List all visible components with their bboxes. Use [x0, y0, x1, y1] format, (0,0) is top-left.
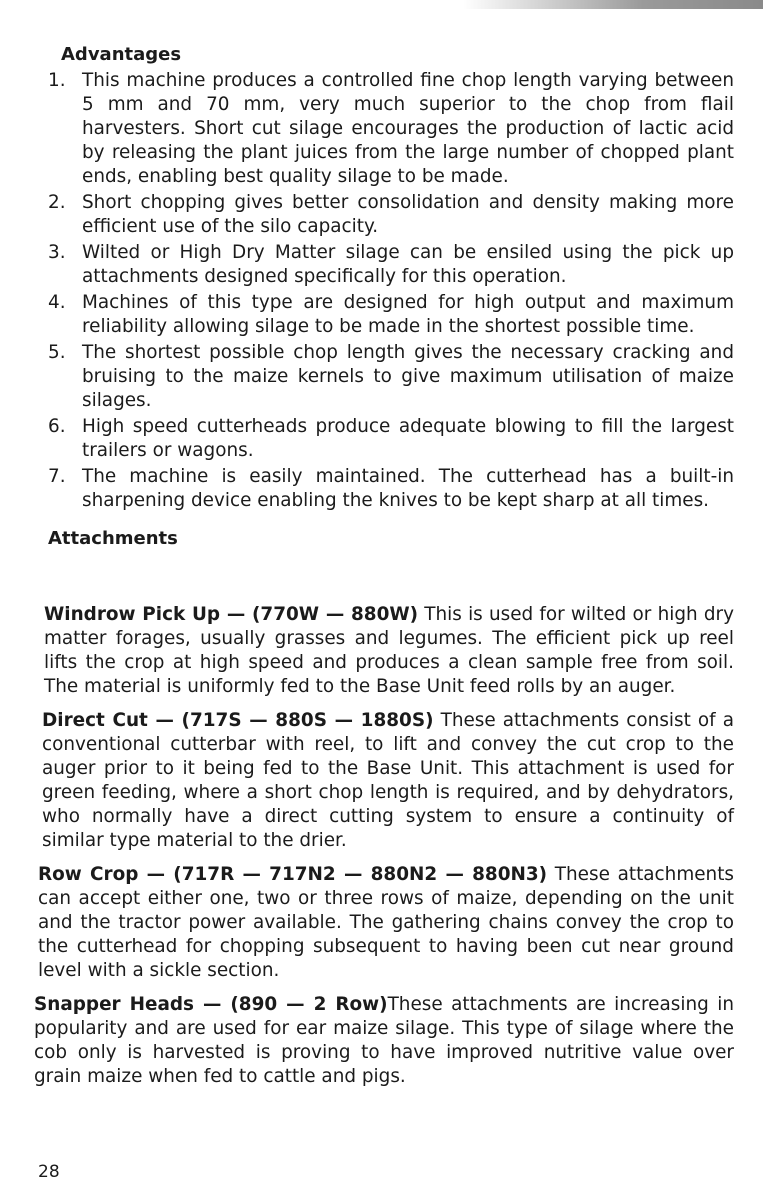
document-page [34, 40, 734, 1099]
advantage-item-7 [34, 465, 734, 513]
advantage-item-3 [34, 241, 734, 289]
item-text: This machine produces a controlled fine chop length varying between 5 mm and 70 mm, very much superior to the chop from flail harvesters. Short cut silage encourages the production of lactic acid by releasing the plant juices from the large number of chopped plant ends, enabling best quality silage to be made. [82, 70, 734, 187]
item-number: 1. [48, 70, 66, 91]
attachment-windrow-pick-up [34, 603, 734, 699]
advantages-heading: Advantages [61, 44, 182, 65]
item-number: 5. [48, 342, 66, 363]
section-text: These attachments consist of a conventional cutterbar with reel, to lift and convey the cut crop to the auger prior to it being fed to the Base Unit. This attachment is used for green feeding, where a short chop length is required, and by dehydrators, who normally have a direct cutting system to ensure a continuity of similar type material to the drier. [42, 710, 734, 851]
section-title: Row Crop — (717R — 717N2 — 880N2 — 880N3) [38, 864, 548, 885]
item-number: 7. [48, 466, 66, 487]
item-number: 2. [48, 192, 66, 213]
advantage-item-5 [34, 341, 734, 413]
section-text: These attachments can accept either one, two or three rows of maize, depending on the unit and the tractor power available. The gathering chains convey the crop to the cutterhead for chopping subsequent to having been cut near ground level with a sickle section. [38, 864, 734, 981]
section-text: These attachments are increasing in popularity and are used for ear maize silage. This type of silage where the cob only is harvested is proving to have improved nutritive value over grain maize when fed to cattle and pigs. [34, 994, 734, 1087]
advantage-item-1 [34, 69, 734, 189]
advantage-item-2 [34, 191, 734, 239]
advantage-item-6 [34, 415, 734, 463]
attachment-row-crop [34, 863, 734, 983]
scan-edge-shadow [463, 0, 763, 9]
item-text: Short chopping gives better consolidation and density making more efficient use of the silo capacity. [82, 192, 734, 237]
item-text: Wilted or High Dry Matter silage can be ensiled using the pick up attachments designed specifically for this operation. [82, 242, 734, 287]
section-title: Windrow Pick Up — (770W — 880W) [44, 604, 419, 625]
item-text: The shortest possible chop length gives the necessary cracking and bruising to the maize kernels to give maximum utilisation of maize silages. [82, 342, 734, 411]
item-number: 3. [48, 242, 66, 263]
item-number: 6. [48, 416, 66, 437]
attachments-sections [34, 603, 734, 1089]
section-text: This is used for wilted or high dry matter forages, usually grasses and legumes. The efficient pick up reel lifts the crop at high speed and produces a clean sample free from soil. The material is uniformly fed to the Base Unit feed rolls by an auger. [44, 604, 734, 697]
attachments-heading: Attachments [48, 528, 178, 549]
section-title: Direct Cut — (717S — 880S — 1880S) [42, 710, 434, 731]
attachment-snapper-heads [34, 993, 734, 1089]
item-number: 4. [48, 292, 66, 313]
item-text: Machines of this type are designed for high output and maximum reliability allowing silage to be made in the shortest possible time. [82, 292, 734, 337]
item-text: The machine is easily maintained. The cutterhead has a built-in sharpening device enabling the knives to be kept sharp at all times. [82, 466, 734, 511]
page-number: 28 [38, 1162, 60, 1182]
section-title: Snapper Heads — (890 — 2 Row) [34, 994, 388, 1015]
item-text: High speed cutterheads produce adequate blowing to fill the largest trailers or wagons. [82, 416, 734, 461]
attachment-direct-cut [34, 709, 734, 853]
advantages-list [34, 69, 734, 513]
advantage-item-4 [34, 291, 734, 339]
